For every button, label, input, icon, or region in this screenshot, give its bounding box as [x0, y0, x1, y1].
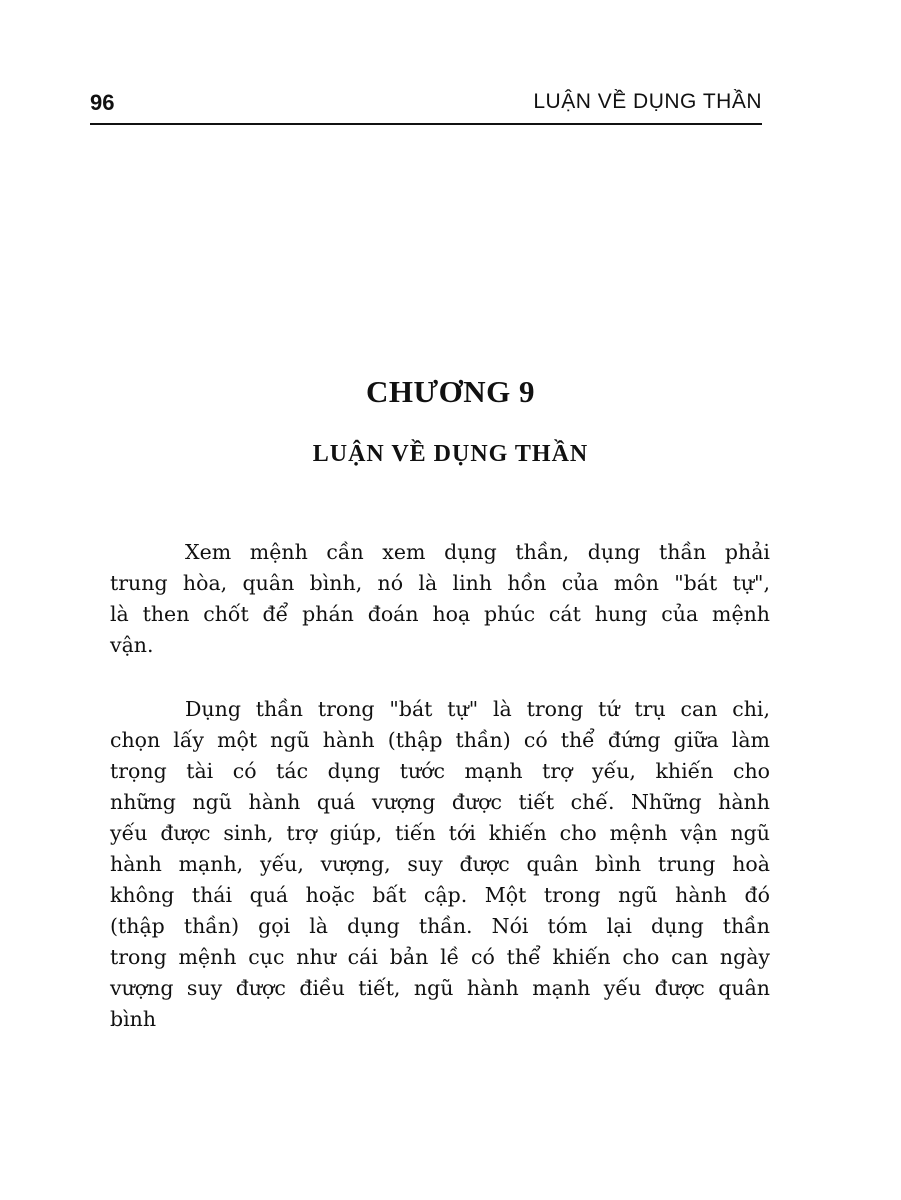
text-line: [110, 756, 770, 787]
chapter-label: CHƯƠNG 9: [365, 374, 536, 409]
text-line: [110, 880, 770, 911]
text-line-content: những ngũ hành quá vượng được tiết chế. Những hành: [110, 790, 770, 814]
text-line-content: trung hòa, quân bình, nó là linh hồn của môn "bát tự",: [110, 571, 770, 595]
page-number: 96: [90, 90, 115, 115]
text-line: [110, 849, 770, 880]
text-line-content: không thái quá hoặc bất cập. Một trong ngũ hành đó: [110, 883, 770, 907]
text-line-content: vượng suy được điều tiết, ngũ hành mạnh yếu được quân: [110, 976, 770, 1000]
text-line-content: trọng tài có tác dụng tước mạnh trợ yếu, khiến cho: [110, 759, 770, 783]
text-line-content: hành mạnh, yếu, vượng, suy được quân bình trung hoà: [110, 852, 770, 876]
chapter-title: LUẬN VỀ DỤNG THẦN: [312, 441, 589, 467]
running-header: [90, 86, 762, 120]
text-line: [110, 694, 770, 725]
text-line-content: Dụng thần trong "bát tự" là trong tứ trụ can chi,: [185, 697, 770, 721]
text-line: [110, 630, 770, 661]
text-line: [110, 818, 770, 849]
text-line-content: bình: [110, 1007, 157, 1031]
text-line: [110, 725, 770, 756]
text-line: [110, 942, 770, 973]
body-text: [110, 537, 770, 1035]
paragraph-1: [110, 537, 770, 661]
text-line-content: (thập thần) gọi là dụng thần. Nói tóm lại dụng thần: [110, 914, 770, 938]
paragraph-2: [110, 694, 770, 1035]
text-line: [110, 568, 770, 599]
text-line-content: Xem mệnh cần xem dụng thần, dụng thần phải: [185, 540, 770, 564]
text-line-content: chọn lấy một ngũ hành (thập thần) có thể đứng giữa làm: [110, 728, 770, 752]
text-line: [110, 537, 770, 568]
text-line: [110, 911, 770, 942]
text-line-content: trong mệnh cục như cái bản lề có thể khiến cho can ngày: [110, 945, 770, 969]
text-line-content: là then chốt để phán đoán hoạ phúc cát hung của mệnh: [110, 602, 770, 626]
text-line: [110, 973, 770, 1004]
text-line: [110, 787, 770, 818]
text-line-content: yếu được sinh, trợ giúp, tiến tới khiến cho mệnh vận ngũ: [110, 821, 770, 845]
text-line-content: vận.: [110, 633, 154, 657]
text-line: [110, 599, 770, 630]
running-title: LUẬN VỀ DỤNG THẦN: [533, 90, 762, 113]
text-line: [110, 1004, 770, 1035]
header-rule: [90, 123, 762, 125]
